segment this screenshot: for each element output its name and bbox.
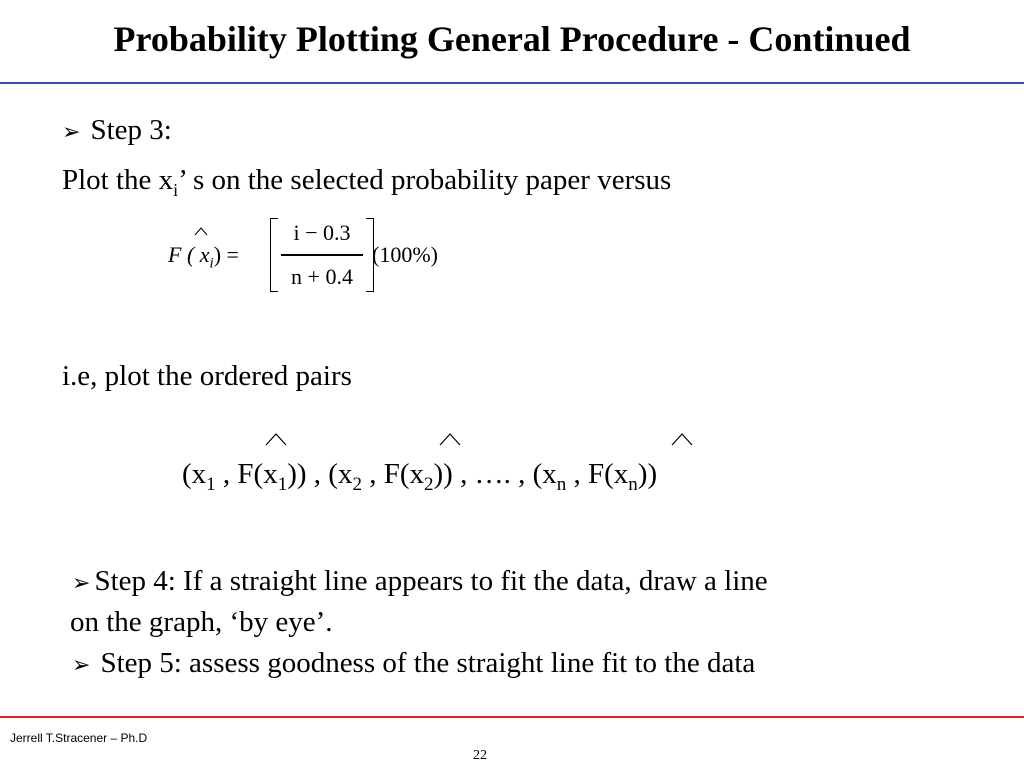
hat-icon <box>194 226 208 236</box>
left-bracket <box>270 218 278 292</box>
arrow-bullet-icon: ➢ <box>72 653 91 678</box>
arrow-bullet-icon: ➢ <box>62 120 81 145</box>
formula-denominator: n + 0.4 <box>291 264 353 289</box>
slide-title: Probability Plotting General Procedure - Continued <box>113 19 911 59</box>
hat-icon <box>671 432 693 446</box>
step3-text: Plot the $x_i$’ s on the selected probability paper versus <box>62 164 672 200</box>
title-divider <box>0 82 1024 84</box>
footer-divider <box>0 716 1024 718</box>
plotting-position-formula <box>168 212 468 294</box>
page-number: 22 <box>473 748 487 763</box>
step3-bullet <box>62 114 172 147</box>
formula-lhs: F ( $x_i$) = <box>168 242 239 272</box>
step3-heading: Step 3: <box>90 114 172 146</box>
ordered-pairs: ($x_1$ , $F(x_1)$) , ($x_2$ , $F(x_2)$) , …. , ($x_n$ , $F(x_n)$) <box>182 458 658 495</box>
ie-text: i.e, plot the ordered pairs <box>62 360 352 392</box>
hat-icon <box>439 432 461 446</box>
formula-numerator: i − 0.3 <box>293 220 351 245</box>
arrow-bullet-icon: ➢ <box>72 571 91 596</box>
step4-line2: on the graph, ‘by eye’. <box>70 606 333 638</box>
formula-rhs: (100%) <box>372 242 438 267</box>
hat-icon <box>265 432 287 446</box>
footer-author: Jerrell T.Stracener – Ph.D <box>10 731 148 745</box>
fraction-bar <box>281 254 363 256</box>
step4-line1: ➢ Step 4: If a straight line appears to fit the data, draw a line <box>72 565 768 597</box>
step5-bullet: ➢ Step 5: assess goodness of the straight line fit to the data <box>72 647 756 679</box>
